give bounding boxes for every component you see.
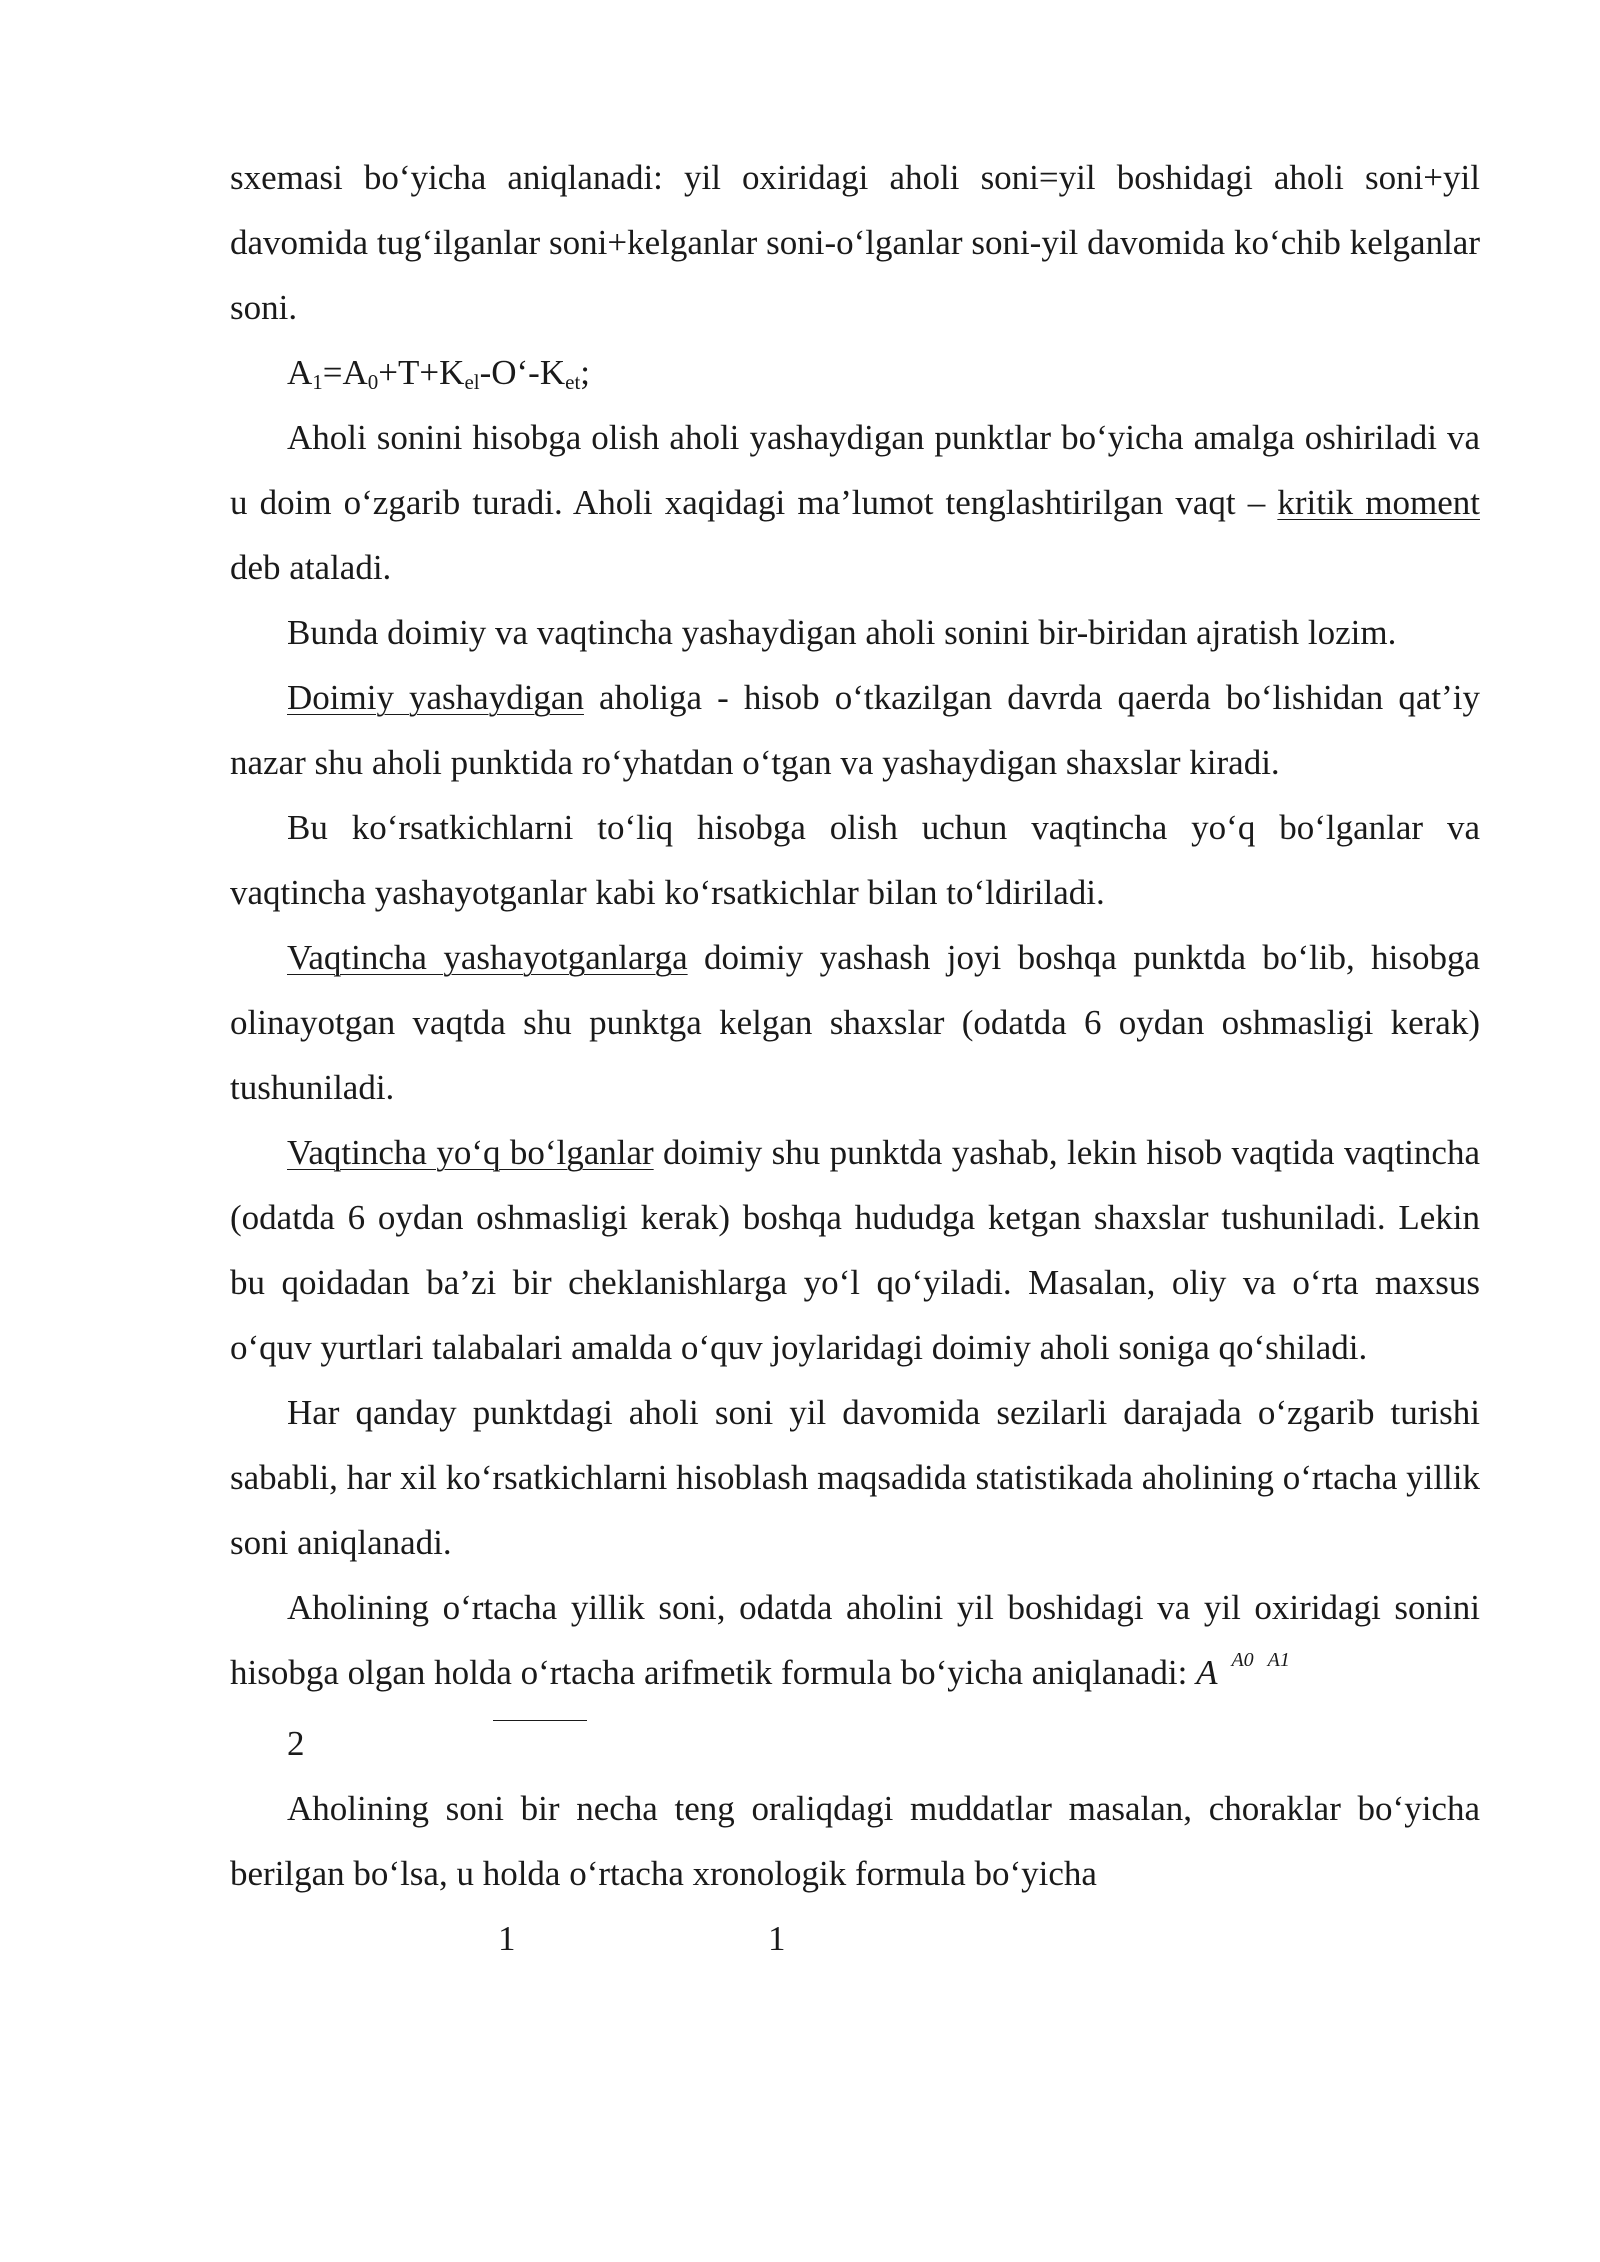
fraction-denominator: 2 — [287, 1724, 305, 1763]
population-balance-formula — [230, 340, 1480, 405]
paragraph-counting — [230, 405, 1480, 600]
term-permanent-residents: Doimiy yashaydigan — [287, 678, 584, 717]
fraction-bar — [493, 1720, 587, 1721]
formula-sub-1: 1 — [312, 370, 323, 394]
paragraph-text: Aholi sonini hisobga olish aholi yashaydigan punktlar bo‘yicha amalga oshiriladi va u doim o‘zgarib turadi. Aholi xaqidagi ma’lumot tenglashtirilgan vaqt – — [230, 418, 1480, 522]
paragraph-permanent — [230, 665, 1480, 795]
formula-sub-0: 0 — [367, 370, 379, 394]
term-critical-moment: kritik moment — [1277, 483, 1480, 522]
paragraph-tail: deb ataladi. — [230, 548, 392, 587]
paragraph-separation: Bunda doimiy va vaqtincha yashaydigan aholi sonini bir-biridan ajratish lozim. — [287, 613, 1397, 652]
formula-one-left: 1 — [498, 1919, 516, 1958]
paragraph-text: doimiy yashash joyi boshqa punktda bo‘lib, hisobga olinayotgan vaqtda shu punktga kelgan shaxslar (odatda 6 oydan oshmasligi kerak) tushuniladi. — [230, 938, 1481, 1107]
paragraph-variation: Har qanday punktdagi aholi soni yil davomida sezilarli darajada o‘zgarib turishi sababli, har xil ko‘rsatkichlarni hisoblash maqsadida statistikada aholining o‘rtacha yillik soni aniqlanadi. — [230, 1393, 1480, 1562]
term-temporary-present: Vaqtincha yashayotganlarga — [287, 938, 688, 977]
paragraph-text: doimiy shu punktda yashab, lekin hisob vaqtida vaqtincha (odatda 6 oydan oshmasligi kerak) boshqa hududga ketgan shaxslar tushuniladi. Lekin bu qoidadan ba’zi bir cheklanishlarga yo‘l qo‘yiladi. Masalan, oliy va o‘rta maxsus o‘quv yurtlari talabalari amalda o‘quv joylaridagi doimiy aholi soniga qo‘shiladi. — [230, 1133, 1480, 1367]
fraction-row — [230, 1711, 1480, 1776]
formula-a1: A1 — [1267, 1649, 1290, 1671]
formula-a0: A0 — [1231, 1649, 1254, 1671]
document-page — [230, 145, 1480, 1971]
formula-minus-o: -O‘-K — [479, 353, 566, 392]
chronological-formula-fragment — [230, 1906, 1480, 1971]
formula-sub-el: el — [464, 370, 480, 394]
paragraph-chronological: Aholining soni bir necha teng oraliqdagi muddatlar masalan, choraklar bo‘yicha berilgan bo‘lsa, u holda o‘rtacha xronologik formula bo‘yicha — [230, 1789, 1480, 1893]
formula-eq: =A — [322, 353, 368, 392]
formula-end: ; — [580, 353, 591, 392]
term-temporary-absent: Vaqtincha yo‘q bo‘lganlar — [287, 1133, 654, 1172]
paragraph-text: Aholining o‘rtacha yillik soni, odatda aholini yil boshidagi va yil oxiridagi sonini hisobga olgan holda o‘rtacha arifmetik formula bo‘yicha aniqlanadi: — [230, 1588, 1480, 1692]
formula-a: A — [287, 353, 313, 392]
formula-mid: +T+K — [378, 353, 465, 392]
formula-one-right: 1 — [768, 1919, 786, 1958]
paragraph-average — [230, 1575, 1480, 1711]
paragraph-temporary-present — [230, 925, 1480, 1120]
paragraph-scheme: sxemasi bo‘yicha aniqlanadi: yil oxiridagi aholi soni=yil boshidagi aholi soni+yil davomida tug‘ilganlar soni+kelganlar soni-o‘lganlar soni-yil davomida ko‘chib kelganlar soni. — [230, 158, 1480, 327]
formula-average-a: A — [1196, 1653, 1218, 1692]
formula-sub-et: et — [565, 370, 581, 394]
paragraph-indicators: Bu ko‘rsatkichlarni to‘liq hisobga olish uchun vaqtincha yo‘q bo‘lganlar va vaqtincha yashayotganlar kabi ko‘rsatkichlar bilan to‘ldiriladi. — [230, 808, 1480, 912]
paragraph-temporary-absent — [230, 1120, 1480, 1380]
paragraph-text: aholiga - hisob o‘tkazilgan davrda qaerda bo‘lishidan qat’iy nazar shu aholi punktida ro‘yhatdan o‘tgan va yashaydigan shaxslar kiradi. — [230, 678, 1480, 782]
